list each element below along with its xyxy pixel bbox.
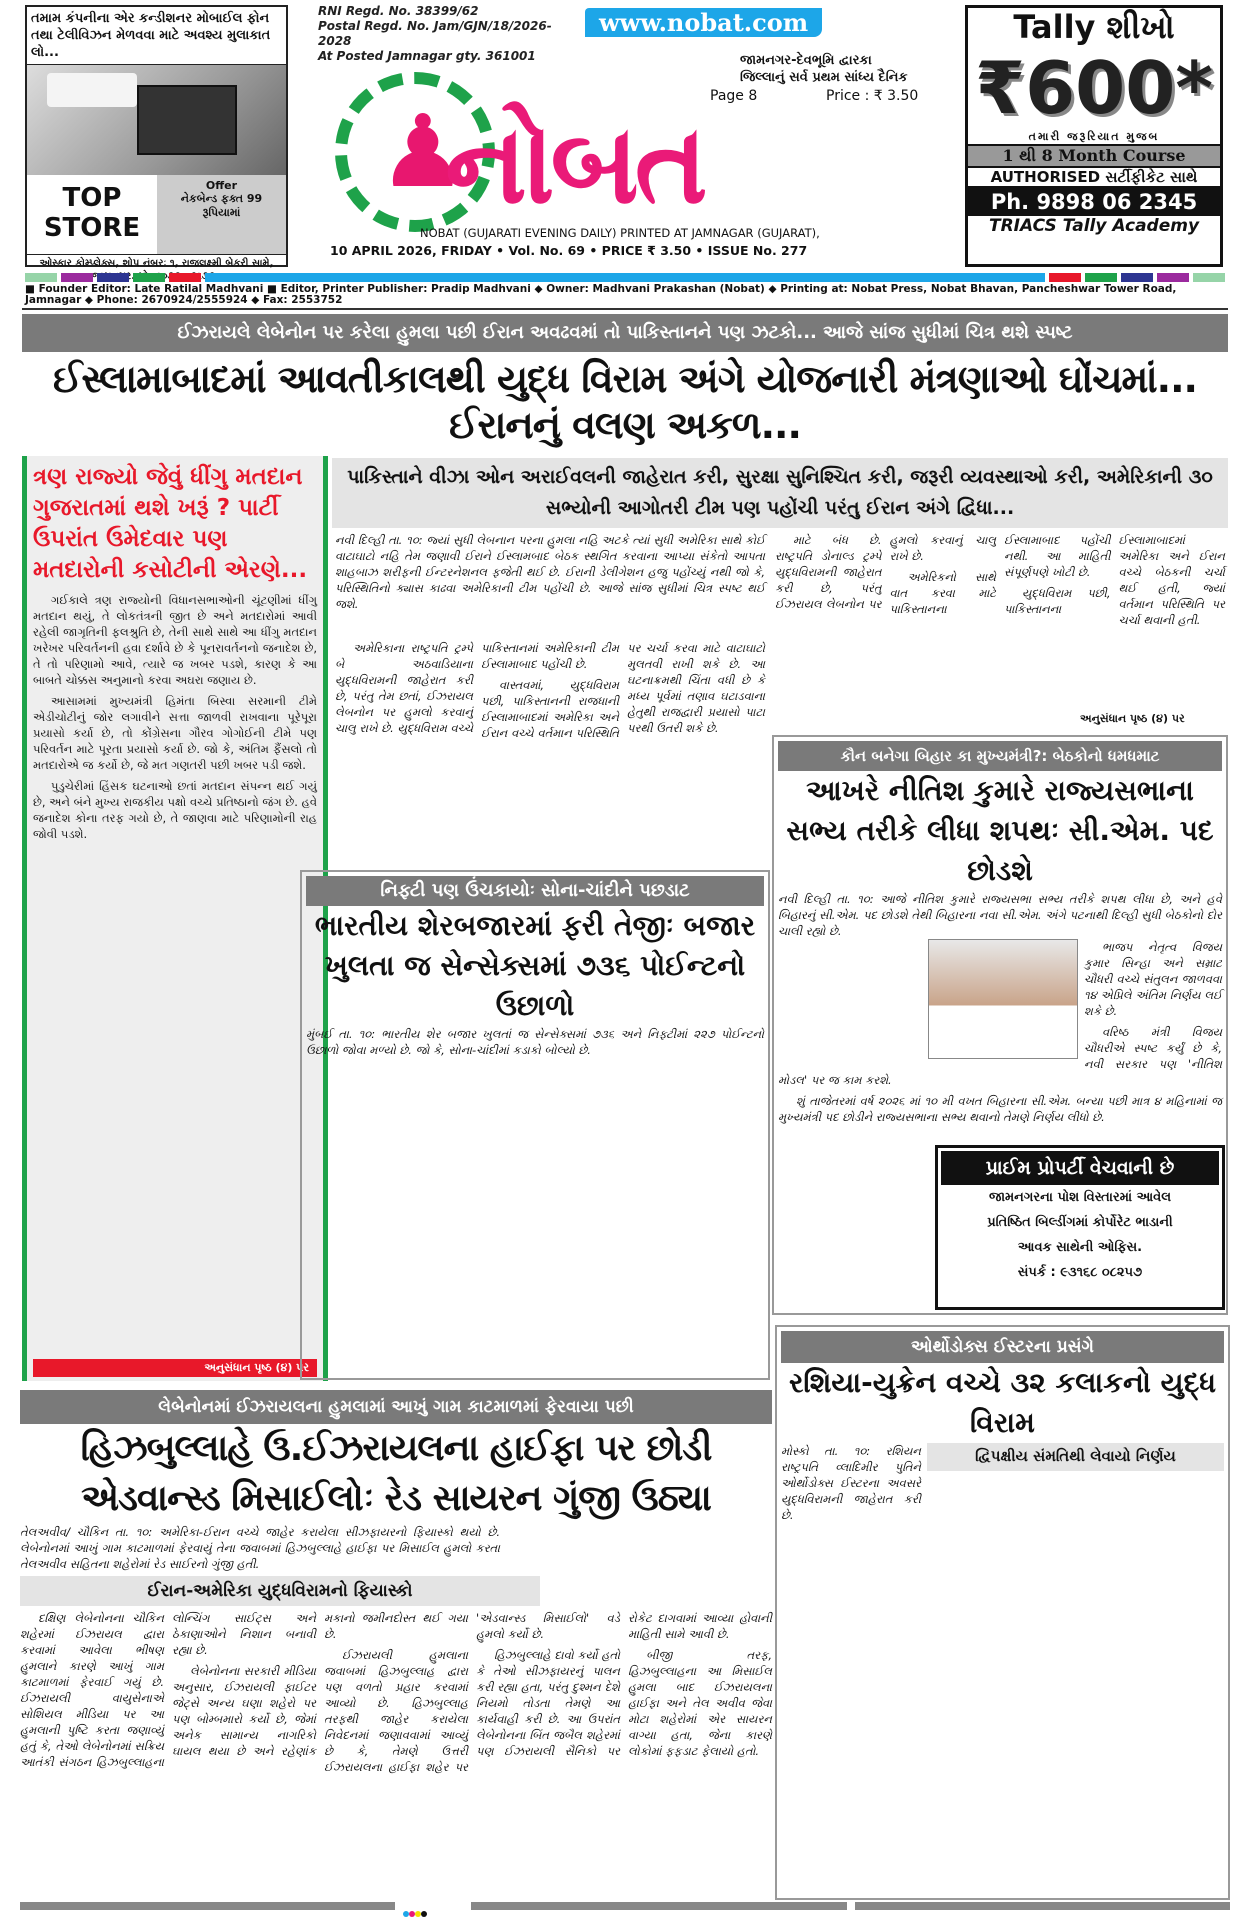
tally-line: AUTHORISED સર્ટીફીકેટ સાથે (968, 168, 1220, 188)
tally-brand: TRIACS Tally Academy (988, 216, 1200, 236)
continued-label: અનુસંધાન પૃષ્ઠ (૪) પર (33, 1359, 317, 1377)
rni-number: RNI Regd. No. 38399/62 (318, 4, 479, 18)
property-ad-line: પ્રતિષ્ઠિત બિલ્ડીંગમાં કોર્પોરેટ ભાડાની (987, 1215, 1173, 1230)
newspaper-title: નોબત (445, 100, 704, 228)
top-banner-headline: ઈઝરાયલે લેબેનોન પર કરેલા હુમલા પછી ઈરાન અવઢવમાં તો પાકિસ્તાનને પણ ઝટકો... આજે સાંજ સુધીમાં ચિત્ર થશે સ્પષ્ટ (22, 314, 1228, 352)
imprint-line: ■ Founder Editor: Late Ratilal Madhvani ■ Editor, Printer Publisher: Pradip Madhvani ◆ Owner: Madhvani Prakashan (Nobat) ◆ Printing at: Nobat Press, Nobat Bhavan, Pancheshwar Tower Road, Jamnagar ◆ Phone: 2670924/2555924 ◆ Fax: 2553752 (25, 283, 1177, 306)
russia-headline: રશિયા-યુક્રેન વચ્ચે ૩૨ કલાકનો યુદ્ધ વિરામ (788, 1366, 1217, 1439)
paragraph: ઈઝરાયલી હુમલાના જવાબમાં હિઝબુલ્લાહ દ્વારા પણ વળતો પ્રહાર કરવામાં આવ્યો છે. હિઝબુલ્લાહ તરફથી જાહેર કરાયેલા નિવેદનમાં જણાવવામાં આવ્યું છે કે, તેમણે ઉત્તરી ઈઝરાયલના હાઈફા શહેર પર 'એડવાન્સ્ડ મિસાઈલો' વડે હુમલો કર્યો છે. (324, 1611, 620, 1774)
paragraph: દક્ષિણ લેબેનોનના ચૌકિન શહેરમાં ઈઝરાયલ દ્વારા કરવામાં આવેલા ભીષણ હુમલાને કારણે આખું ગામ કાટમાળમાં ફેરવાઈ ગયું છે. ઈઝરાયલી વાયુસેનાએ સોશિયલ મીડિયા પર આ હુમલાની પુષ્ટિ કરતા જણાવ્યું હતું કે, તેઓ લેબેનોનમાં સક્રિય આતંકી સંગઠન હિઝબુલ્લાહના લોન્ચિંગ સાઈટ્સ અને ઠેકાણાઓને નિશાન બનાવી રહ્યા છે. (20, 1611, 316, 1769)
sensex-intro: મુંબઈ તા. ૧૦: ભારતીય શેર બજાર ખુલતાં જ સેન્સેક્સમાં ૭૩૬ અને નિફ્ટીમાં ૨૨૭ પોઈન્ટનો ઉછાળો જોવા મળ્યો છે. જો કે, સોના-ચાંદીમાં કડાકો બોલ્યો છે. (306, 1027, 764, 1057)
property-ad-title: પ્રાઈમ પ્રોપર્ટી વેચવાની છે (941, 1151, 1219, 1185)
tally-course: 1 થી 8 Month Course (968, 144, 1220, 168)
ad-product-image (27, 65, 286, 175)
hezbollah-kicker: લેબેનોનમાં ઈઝરાયલના હુમલામાં આખું ગામ કાટમાળમાં ફેરવાયા પછી (20, 1390, 772, 1424)
hezbollah-story (20, 1390, 772, 1775)
paragraph: પુડુચેરીમાં હિંસક ઘટનાઓ છતાં મતદાન સંપન્ન થઈ ગયું છે, અને બંને મુખ્ય રાજકીય પક્ષો વચ્ચે પ્રતિષ્ઠાનો જંગ છે. હવે જનાદેશ કોના તરફ ગયો છે, તે જાણવા માટે પરિણામોની રાહ જોવી પડશે. (33, 779, 317, 841)
ad-headline: તમામ કંપનીના એર કન્ડીશનર મોબાઈલ ફોન તથા ટેલીવિઝન મેળવવા માટે અવશ્ય મુલાકાત લો... (27, 7, 286, 65)
drummer-logo-icon: ♟ (378, 93, 468, 210)
main-story-subhead: પાકિસ્તાને વીઝા ઓન અરાઈવલની જાહેરાત કરી, સુરક્ષા સુનિશ્ચિત કરી, જરૂરી વ્યવસ્થાઓ કરી, અમેરિકાની ૩૦ સભ્યોની આગોતરી ટીમ પણ પહોંચી પરંતુ ઈરાન અંગે દ્વિધા... (332, 458, 1228, 528)
offer-text: નેકબેન્ડ ફક્ત 99 રૂપિયામાં (180, 192, 263, 219)
paragraph: લેબેનોનના સરકારી મીડિયા અનુસાર, ઈઝરાયલી ફાઈટર જેટ્સે અન્ય ઘણા શહેરો પર પણ બોમ્બમારો કર્યો છે, જેમાં અનેક સામાન્ય નાગરિકો ઘાયલ થયા છે અને રહેણાંક મકાનો જમીનદોસ્ત થઈ ગયા છે. (172, 1611, 468, 1758)
property-ad-line: આવક સાથેની ઓફિસ. (1017, 1240, 1143, 1255)
property-ad-line: જામનગરના પોશ વિસ્તારમાં આવેલ (988, 1190, 1172, 1205)
paragraph: અમેરિકાના રાષ્ટ્રપતિ ટ્રમ્પે બે અઠવાડિયાના યુદ્ધવિરામની જાહેરાત કરી છે, પરંતુ તેમ છતાં, ઈઝરાયલ લેબનોન પર હુમલો કરવાનું ચાલુ રાખે છે. યુદ્ધવિરામ વચ્ચે પાકિસ્તાનમાં અમેરિકાની ટીમ ઈસ્લામાબાદ પહોંચી છે. (335, 641, 619, 735)
price: Price : ₹ 3.50 (826, 88, 919, 104)
tagline (740, 52, 960, 86)
posted-at: At Posted Jamnagar gty. 361001 (318, 49, 536, 63)
hezbollah-body (20, 1610, 772, 1775)
store-logo: TOP STORE (43, 183, 141, 243)
russia-kicker: ઓર્થોડોક્સ ઈસ્ટરના પ્રસંગે (781, 1331, 1224, 1363)
hezbollah-intro: તેલઅવીવ/ ચૌકિન તા. ૧૦: અમેરિકા-ઈરાન વચ્ચે જાહેર કરાયેલા સીઝફાયરનો ફિયાસ્કો થયો છે. લેબેનોનમાં આખું ગામ કાટમાળમાં ફેરવાયું તેના જવાબમાં હિઝબુલ્લાહે હાઈફા પર મિસાઈલ હુમલો કરતા તેલઅવીવ સહિતના શહેરોમાં રેડ સાઈરનો ગુંજી હતી. (20, 1525, 500, 1571)
paragraph: ભાજપ નેતૃત્વ વિજય કુમાર સિન્હા અને સમ્રાટ ચૌધરી વચ્ચે સંતુલન જાળવવા ૧૪ એપ્રિલે અંતિમ નિર્ણય લઈ શકે છે. (1084, 940, 1222, 1018)
website-link[interactable]: www.nobat.com (585, 8, 822, 37)
offer-badge: Offer (205, 179, 238, 192)
paragraph: વાસ્તવમાં, યુદ્ધવિરામ પછી, પાકિસ્તાનની રાજધાની ઈસ્લામાબાદમાં અમેરિકા અને ઈરાન વચ્ચે વર્તમાન પરિસ્થિતિ પર ચર્ચા કરવા માટે વાટાઘાટો મુલતવી રાખી શકે છે. આ ઘટનાક્રમથી ચિંતા વધી છે કે મધ્ય પૂર્વમાં તણાવ ઘટાડવાના હેતુથી રાજદ્વારી પ્રયાસો પાટા પરથી ઉતરી શકે છે. (481, 641, 765, 740)
paragraph: બીજી તરફ, હિઝબુલ્લાહના આ મિસાઈલ હુમલા બાદ ઈઝરાયલના હાઈફા અને તેલ અવીવ જેવા મોટા શહેરોમાં એર સાયરન વાગ્યા હતા, જેના કારણે લોકોમાં ફફડાટ ફેલાયો હતો. (628, 1648, 772, 1758)
hezbollah-subhead: ઈરાન-અમેરિકા યુદ્ધવિરામનો ફિયાસ્કો (20, 1576, 540, 1606)
lead-headline: ઈસ્લામાબાદમાં આવતીકાલથી યુદ્ધ વિરામ અંગે યોજનારી મંત્રણાઓ ઘોંચમાં... ઈરાનનું વલણ અકળ... (53, 357, 1197, 447)
main-story-body-right (775, 532, 1225, 628)
store-address: ઓસ્કાર કોમ્પ્લેક્સ, શોપ નંબરઃ ૧, રાજલક્ષ્મી બેકરી સામે, (39, 258, 274, 269)
russia-subhead: દ્વિપક્ષીય સંમતિથી લેવાયો નિર્ણય (927, 1443, 1224, 1471)
newspaper-subtitle: NOBAT (GUJARATI EVENING DAILY) PRINTED AT JAMNAGAR (GUJARAT), (420, 226, 820, 240)
paragraph: યુદ્ધવિરામ પછી, પાકિસ્તાનના ઈસ્લામાબાદમાં અમેરિકા અને ઈરાન વચ્ચે બેઠકની ચર્ચા થઈ હતી, જ્યાં વર્તમાન પરિસ્થિતિ પર ચર્ચા થવાની હતી. (1004, 533, 1225, 627)
sensex-story (300, 870, 770, 1380)
tally-line: તમારી જરૂરિયાત મુજબ (1028, 130, 1160, 143)
hezbollah-headline: હિઝબુલ્લાહે ઉ.ઈઝરાયલના હાઈફા પર છોડી એડવાન્સ્ડ મિસાઈલોઃ રેડ સાયરન ગુંજી ઉઠ્યા (80, 1428, 712, 1519)
nitish-kumar-photo (928, 939, 1078, 1059)
property-ad (935, 1145, 1225, 1310)
sensex-headline: ભારતીય શેરબજારમાં ફરી તેજીઃ બજાર ખુલતા જ સેન્સેક્સમાં ૭૩૬ પોઈન્ટનો ઉછાળો (314, 909, 756, 1022)
tally-phone: Ph. 9898 06 2345 (968, 188, 1220, 216)
color-bars (25, 273, 1225, 282)
footer-bars (20, 1902, 1230, 1910)
tally-line: Tally શીખો (1013, 8, 1175, 46)
postal-number: Postal Regd. No. Jam/GJN/18/2026-2028 (318, 19, 552, 48)
main-story-body (335, 640, 765, 741)
main-story-intro: નવી દિલ્હી તા. ૧૦: જ્યાં સુધી લેબનાન પરના હુમલા નહિ અટકે ત્યાં સુધી અમેરિકા સાથે કોઈ વાટાઘાટો નહિ તેમ જણાવી ઈરાને ઈસ્લામબાદ બેઠક સ્થગિત કરવાના આપ્યા સંકેતો આપતા શાહબાઝ શરીફની ઈન્ટરનેશનલ ફજેતી થઈ છે. ઈરાની ડેલીગેશન હજુ પહોંચ્યું નથી જો કે, પરિસ્થિતિનો ક્યાસ કાઢવા અમેરિકાની ટીમ પહોંચી છે. આજે સાંજ સુધીમાં ચિત્ર સ્પષ્ટ થઈ જશે. (335, 533, 765, 611)
paragraph: અમેરિકનો સાથે વાત કરવા માટે પાકિસ્તાનના ઈસ્લામાબાદ પહોંચી નથી. આ માહિતી સંપૂર્ણપણે ખોટી છે. (889, 533, 1111, 616)
divider (22, 308, 1228, 310)
paragraph: હિઝબુલ્લાહે દાવો કર્યો હતો કે તેઓ સીઝફાયરનું પાલન કરી રહ્યા હતા, પરંતુ દુશ્મન દેશે નિયમો તોડતા તેમણે આ કાર્યવાહી કરી છે. આ ઉપરાંત લેબેનોનના બિંત જબૈલ શહેરમાં પણ ઈઝરાયલી સૈનિકો પર રોકેટ દાગવામાં આવ્યા હોવાની માહિતી સામે આવી છે. (476, 1611, 772, 1758)
left-story-headline: ત્રણ રાજ્યો જેવું ધીંગુ મતદાન ગુજરાતમાં થશે ખરૂં ? પાર્ટી ઉપરાંત ઉમેદવાર પણ મતદારોની કસોટીની એરણે... (33, 464, 308, 583)
registration-info (318, 4, 578, 64)
tally-price: ₹600* (974, 46, 1214, 130)
continued-label: અનુસંધાન પૃષ્ઠ (૪) પર (1080, 712, 1185, 725)
russia-intro: મોસ્કો તા. ૧૦: રશિયન રાષ્ટ્રપતિ વ્લાદિમીર પુતિને ઓર્થોડોક્સ ઈસ્ટરના અવસરે યુદ્ધવિરામની જાહેરાત કરી છે. (781, 1444, 921, 1522)
electronics-store-ad (25, 5, 288, 267)
nitish-kicker: કૌન બનેગા બિહાર કા મુખ્યમંત્રી?: બેઠકોનો ધમધમાટ (778, 741, 1222, 771)
tagline-line: જામનગર-દેવભૂમિ દ્વારકા (740, 53, 872, 68)
page-number: Page 8 (710, 88, 758, 104)
paragraph: માટે બંધ છે. રાષ્ટ્રપતિ ડોનાલ્ડ ટ્રમ્પે યુદ્ધવિરામની જાહેરાત કરી છે, પરંતુ ઈઝરાયલ લેબનોન પર હુમલો કરવાનું ચાલુ રાખે છે. (775, 533, 996, 611)
paragraph: વરિષ્ઠ મંત્રી વિજય ચૌધરીએ સ્પષ્ટ કર્યું છે કે, નવી સરકાર પણ 'નીતિશ મોડલ' પર જ કામ કરશે. (778, 1025, 1222, 1087)
paragraph: આસામમાં મુખ્યમંત્રી હિમંતા બિસ્વા સરમાની ટીમે એડીચોટીનું જોર લગાવીને સત્તા જાળવી રાખવાના પૂરેપૂરા પ્રયાસો કર્યા છે, તો કોંગ્રેસના ગૌરવ ગોગોઈની ટીમે પણ પરિવર્તન માટે પૂરતા પ્રયાસો કર્યા છે. જો કે, અંતિમ ફૈંસલો તો મતદારોએ જ કર્યો છે, જે મત ગણતરી પછી ખબર પડી જશે. (33, 694, 317, 772)
tagline-line: જિલ્લાનું સર્વ પ્રથમ સાંધ્ય દૈનિક (740, 70, 908, 85)
dateline: 10 APRIL 2026, FRIDAY • Vol. No. 69 • PRICE ₹ 3.50 • ISSUE No. 277 (330, 243, 808, 258)
property-contact: સંપર્ક : ૯૩૧૬૮ ૦૮૨૫૭ (1017, 1265, 1143, 1280)
nitish-headline: આખરે નીતિશ કુમારે રાજ્યસભાના સભ્ય તરીકે લીધા શપથઃ સી.એમ. પદ છોડશે (786, 774, 1214, 887)
tally-academy-ad (965, 5, 1223, 267)
sensex-kicker: નિફ્ટી પણ ઉંચકાયોઃ સોના-ચાંદીને પછડાટ (306, 876, 764, 906)
left-story (22, 456, 328, 1381)
russia-ukraine-story (775, 1325, 1230, 1900)
paragraph: શું તાજેતરમાં વર્ષ ૨૦૨૬ માં ૧૦ મી વખત બિહારના સી.એમ. બન્યા પછી માત્ર ૪ મહિનામાં જ મુખ્યમંત્રી પદ છોડીને રાજ્યસભાના સભ્ય થવાનો તેમણે નિર્ણય લીધો છે. (778, 1094, 1222, 1124)
nitish-intro: નવી દિલ્હી તા. ૧૦: આજે નીતિશ કુમારે રાજ્યસભા સભ્ય તરીકે શપથ લીધા છે, અને હવે બિહારનું સી.એમ. પદ છોડશે તેથી બિહારના નવા સી.એમ. અંગે પટનાથી દિલ્હી સુધી બેઠકોનો દોર ચાલી રહ્યો છે. (778, 892, 1222, 938)
paragraph: ગઈકાલે ત્રણ રાજ્યોની વિધાનસભાઓની ચૂંટણીમાં ધીંગુ મતદાન થયું, તે લોકતંત્રની જીત છે અને મતદારોમાં આવી રહેલી જાગૃતિની ફલશ્રુતિ છે, તેની સાથે સાથે આ ધીંગુ મતદાન ખરેખર પરિવર્તનની હવા દર્શાવે છે કે પૂનરાવર્તનનો જનાદેશ છે, તે તો પરિણામો આવે, ત્યારે જ ખબર પડશે, કારણ કે આ બાબતે ચોક્કસ અનુમાનો કરવા અઘરા જણાય છે. (33, 593, 317, 687)
